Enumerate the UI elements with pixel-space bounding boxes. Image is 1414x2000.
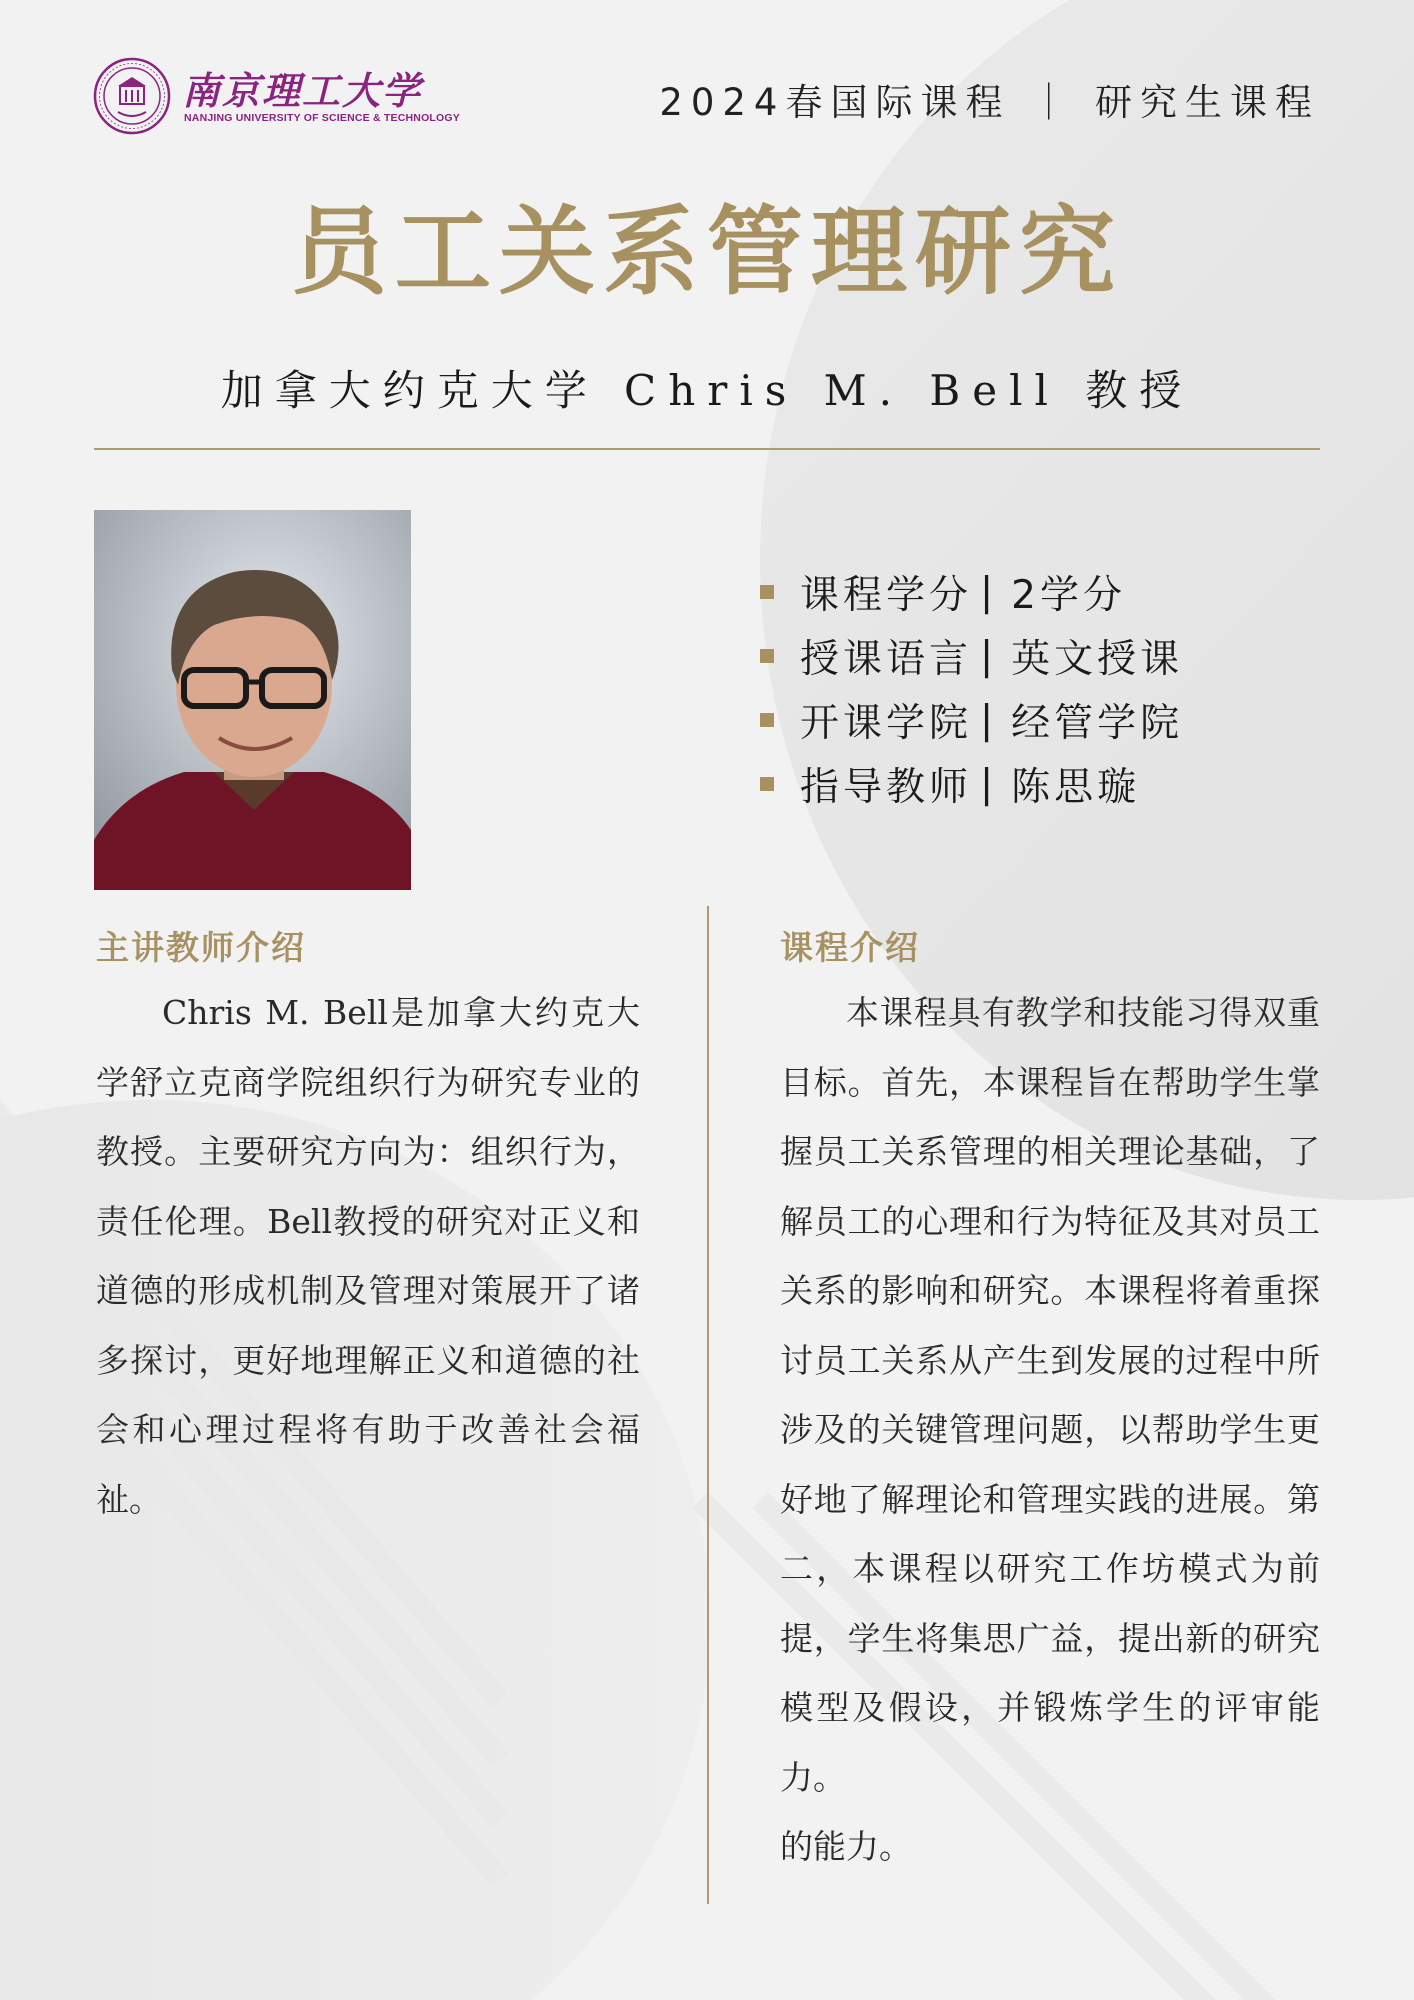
course-intro-heading: 课程介绍 — [780, 928, 920, 967]
info-separator: | — [980, 569, 998, 615]
info-label: 指导教师 — [800, 765, 973, 810]
square-bullet-icon — [760, 777, 774, 791]
instructor-photo — [94, 510, 411, 890]
instructor-portrait-image — [94, 510, 411, 890]
instructor-intro-heading: 主讲教师介绍 — [96, 928, 306, 967]
info-row-credits — [760, 560, 1320, 624]
university-seal-icon — [92, 56, 172, 136]
course-intro — [780, 978, 1320, 1882]
page-title: 员工关系管理研究 — [291, 195, 1123, 308]
info-separator: | — [980, 697, 998, 743]
page-subtitle: 加拿大约克大学 Chris M. Bell 教授 — [220, 366, 1194, 415]
square-bullet-icon — [760, 649, 774, 663]
info-value: 陈思璇 — [1011, 765, 1141, 810]
course-intro-body: 本课程具有教学和技能习得双重目标。首先，本课程旨在帮助学生掌握员工关系管理的相关理论基础，了解员工的心理和行为特征及其对员工关系的影响和研究。本课程将着重探讨员工关系从产生到发展的过程中所涉及的关键管理问题，以帮助学生更好地了解理论和管理实践的进展。第二，本课程以研究工作坊模式为前提，学生将集思广益，提出新的研究模型及假设，并锻炼学生的评审能力。 — [780, 993, 1320, 1797]
info-row-school — [760, 688, 1320, 752]
info-label: 课程学分 — [800, 573, 973, 618]
square-bullet-icon — [760, 585, 774, 599]
info-label: 授课语言 — [800, 637, 973, 682]
course-info-list — [760, 560, 1320, 816]
square-bullet-icon — [760, 713, 774, 727]
instructor-intro-body: Chris M. Bell是加拿大约克大学舒立克商学院组织行为研究专业的教授。主要研究方向为：组织行为，责任伦理。Bell教授的研究对正义和道德的形成机制及管理对策展开了诸多探讨，更好地理解正义和道德的社会和心理过程将有助于改善社会福祉。 — [96, 993, 640, 1519]
logo-english-name: NANJING UNIVERSITY OF SCIENCE & TECHNOLOGY — [184, 112, 460, 124]
info-row-advisor — [760, 752, 1320, 816]
header-divider — [94, 448, 1320, 450]
program-label: 2024春国际课程 ｜ 研究生课程 — [659, 81, 1320, 124]
info-row-language — [760, 624, 1320, 688]
instructor-intro — [96, 978, 640, 1534]
column-divider — [707, 906, 709, 1904]
info-separator: | — [980, 633, 998, 679]
logo-chinese-name: 南京理工大学 — [182, 68, 423, 113]
info-value: 经管学院 — [1011, 701, 1184, 746]
info-value: 英文授课 — [1011, 637, 1184, 682]
info-label: 开课学院 — [800, 701, 973, 746]
info-value: 2学分 — [1011, 573, 1126, 618]
university-logo — [92, 56, 460, 138]
info-separator: | — [980, 761, 998, 807]
course-intro-trailing: 的能力。 — [780, 1827, 912, 1866]
